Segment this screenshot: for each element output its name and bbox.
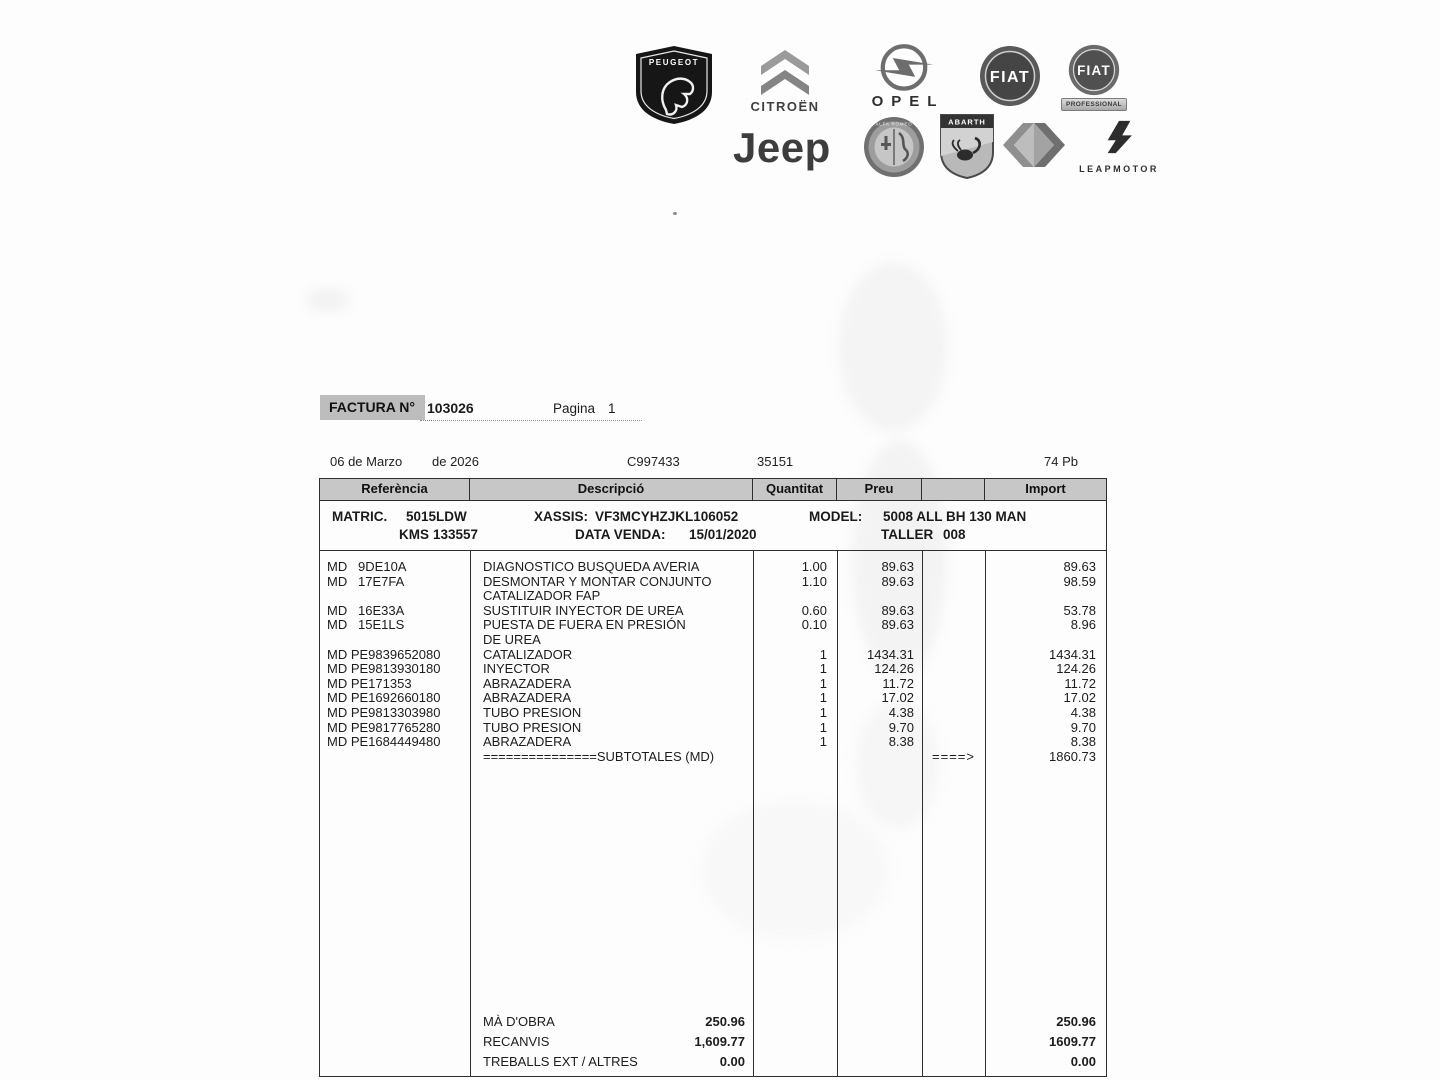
- item-import: 8.96: [1070, 617, 1096, 633]
- item-price: 1434.31: [867, 646, 914, 662]
- opel-logo: [863, 42, 945, 110]
- subtotal-arrow: ====>: [932, 748, 975, 764]
- pagina-value: 1: [608, 401, 616, 416]
- item-description: TUBO PRESION: [483, 719, 582, 735]
- item-import: 8.38: [1070, 734, 1096, 750]
- item-quantity: 1: [819, 661, 827, 677]
- kms-label: KMS: [399, 527, 429, 542]
- item-import: 53.78: [1063, 602, 1096, 618]
- total-row: [320, 1031, 1106, 1051]
- total-row: [320, 1051, 1106, 1071]
- totals-section: [320, 1011, 1106, 1071]
- table-row: [320, 618, 1106, 633]
- item-price: 4.38: [888, 704, 914, 720]
- column-header-preu: Preu: [837, 479, 922, 500]
- xassis-value: VF3MCYHZJKL106052: [595, 509, 739, 524]
- data-venda-value: 15/01/2020: [689, 527, 757, 542]
- item-description: CATALIZADOR: [483, 646, 573, 662]
- item-description-line2: CATALIZADOR FAP: [483, 588, 601, 604]
- data-venda-label: DATA VENDA:: [575, 527, 666, 542]
- item-quantity: 1: [819, 719, 827, 735]
- item-description: DESMONTAR Y MONTAR CONJUNTO: [483, 573, 712, 589]
- ds-logo: [1001, 121, 1067, 169]
- invoice-date-part1: 06 de Marzo: [330, 454, 403, 469]
- item-price: 124.26: [874, 661, 914, 677]
- item-price: 89.63: [881, 573, 914, 589]
- item-import: 89.63: [1063, 559, 1096, 574]
- table-row: [320, 691, 1106, 706]
- total-import: 0.00: [1070, 1053, 1096, 1069]
- fiat-professional-plaque: PROFESSIONAL: [1061, 98, 1127, 111]
- item-price: 17.02: [881, 690, 914, 706]
- item-description: PUESTA DE FUERA EN PRESIÓN: [483, 617, 686, 633]
- subtotal-label: ===============SUBTOTALES (MD): [483, 748, 715, 764]
- item-reference: MD PE171353: [327, 675, 412, 691]
- table-row: [320, 648, 1106, 663]
- item-mid-cell: [922, 735, 985, 750]
- item-mid-cell: [922, 618, 985, 633]
- scan-smudge: [305, 288, 350, 312]
- total-label: MÀ D'OBRA: [483, 1013, 555, 1029]
- item-quantity: 1: [819, 704, 827, 720]
- page-right-code: 74 Pb: [1044, 454, 1078, 469]
- fiat-badge-icon: [979, 45, 1041, 107]
- citroen-chevrons-icon: [757, 48, 813, 96]
- item-quantity: 1: [819, 734, 827, 750]
- item-import: 4.38: [1070, 704, 1096, 720]
- item-reference: MD PE1692660180: [327, 690, 441, 706]
- alfa-romeo-wordmark: ALFA ROMEO: [875, 121, 913, 127]
- item-reference: MD PE1684449480: [327, 734, 441, 750]
- table-row: [320, 575, 1106, 590]
- item-rows: [320, 560, 1106, 764]
- taller-value: 008: [943, 527, 966, 542]
- item-description: ABRAZADERA: [483, 734, 572, 750]
- item-mid-cell: [922, 677, 985, 692]
- item-reference: MD 16E33A: [327, 602, 405, 618]
- fiat-wordmark: FIAT: [989, 69, 1031, 86]
- matric-value: 5015LDW: [406, 509, 467, 524]
- citroen-logo: [737, 48, 833, 124]
- invoice-date-part2: de 2026: [432, 454, 479, 469]
- alfa-romeo-logo: [863, 116, 925, 178]
- table-row-continuation: [320, 589, 1106, 604]
- subtotal-import: 1860.73: [1049, 748, 1096, 764]
- total-label: TREBALLS EXT / ALTRES: [483, 1053, 638, 1069]
- fiat-professional-badge-icon: [1068, 44, 1120, 96]
- item-price: 89.63: [881, 559, 914, 574]
- leapmotor-logo: [1079, 116, 1159, 182]
- item-reference: MD 15E1LS: [327, 617, 405, 633]
- opel-wordmark: OPEL: [871, 93, 945, 110]
- item-import: 9.70: [1070, 719, 1096, 735]
- table-row: [320, 706, 1106, 721]
- item-reference: MD 17E7FA: [327, 573, 405, 589]
- scan-bleedthrough: [838, 262, 948, 432]
- item-reference: MD PE9813930180: [327, 661, 441, 677]
- citroen-wordmark: CITROËN: [750, 99, 820, 114]
- leapmotor-wordmark: LEAPMOTOR: [1079, 164, 1159, 174]
- taller-label: TALLER: [881, 527, 934, 542]
- column-header-referencia: Referència: [320, 479, 470, 500]
- item-quantity: 1: [819, 646, 827, 662]
- item-description: INYECTOR: [483, 661, 550, 677]
- peugeot-logo: [632, 44, 716, 126]
- item-mid-cell: [922, 604, 985, 619]
- total-value: 250.96: [705, 1013, 745, 1029]
- item-mid-cell: [922, 691, 985, 706]
- abarth-logo: [937, 112, 997, 180]
- matric-label: MATRIC.: [332, 509, 388, 524]
- table-row-continuation: [320, 633, 1106, 648]
- item-quantity: 1.00: [801, 559, 827, 574]
- item-quantity: 0.60: [801, 602, 827, 618]
- jeep-wordmark: Jeep: [733, 124, 831, 171]
- item-import: 1434.31: [1049, 646, 1096, 662]
- item-reference: MD PE9839652080: [327, 646, 441, 662]
- item-import: 11.72: [1064, 675, 1096, 691]
- fiat-professional-logo: [1059, 44, 1129, 112]
- table-row: [320, 662, 1106, 677]
- item-description-line2: DE UREA: [483, 631, 541, 647]
- total-desc-cell: [470, 1034, 753, 1049]
- table-row: [320, 560, 1106, 575]
- fiat-logo: [979, 45, 1041, 107]
- pagina-label: Pagina: [553, 401, 596, 416]
- total-label: RECANVIS: [483, 1033, 550, 1049]
- peugeot-wordmark: PEUGEOT: [648, 58, 700, 67]
- factura-label: FACTURA N°: [320, 395, 425, 420]
- alfa-romeo-badge-icon: [863, 116, 925, 178]
- total-desc-cell: [470, 1014, 753, 1029]
- ds-wings-icon: [1001, 121, 1067, 169]
- item-mid-cell: [922, 721, 985, 736]
- scan-dot: [673, 212, 677, 215]
- item-mid-cell: [922, 706, 985, 721]
- abarth-wordmark: ABARTH: [948, 117, 986, 127]
- item-description: ABRAZADERA: [483, 690, 572, 706]
- jeep-logo: [733, 126, 848, 174]
- item-description: TUBO PRESION: [483, 704, 582, 720]
- item-price: 89.63: [881, 617, 914, 633]
- item-quantity: 1.10: [801, 573, 827, 589]
- table-row: [320, 604, 1106, 619]
- client-code: 35151: [757, 454, 794, 469]
- total-row: [320, 1011, 1106, 1031]
- column-header-descripcio: Descripció: [470, 479, 753, 500]
- column-header-quantitat: Quantitat: [753, 479, 837, 500]
- column-header-import: Import: [1025, 481, 1066, 496]
- column-header-empty: [922, 479, 985, 500]
- item-import: 124.26: [1056, 661, 1096, 677]
- item-price: 8.38: [888, 734, 914, 750]
- table-row: [320, 735, 1106, 750]
- xassis-label: XASSIS:: [534, 509, 589, 524]
- item-import: 98.59: [1063, 573, 1096, 589]
- item-description: SUSTITUIR INYECTOR DE UREA: [483, 602, 684, 618]
- abarth-shield-icon: [937, 112, 997, 180]
- dossier-number: C997433: [627, 454, 680, 469]
- total-value: 0.00: [719, 1053, 745, 1069]
- item-mid-cell: [922, 560, 985, 575]
- table-row: [320, 677, 1106, 692]
- item-mid-cell: [922, 648, 985, 663]
- item-reference: MD 9DE10A: [327, 559, 407, 574]
- total-value: 1,609.77: [694, 1033, 745, 1049]
- item-import: 17.02: [1063, 690, 1096, 706]
- item-reference: MD PE9813303980: [327, 704, 441, 720]
- kms-value: 133557: [433, 527, 479, 542]
- item-reference: MD PE9817765280: [327, 719, 441, 735]
- table-row: [320, 721, 1106, 736]
- table-header: [319, 478, 1107, 501]
- total-desc-cell: [470, 1054, 753, 1069]
- item-price: 9.70: [888, 719, 914, 735]
- factura-number: 103026: [427, 400, 474, 416]
- item-mid-cell: [922, 662, 985, 677]
- opel-blitz-icon: [863, 42, 945, 91]
- subtotal-row: [320, 750, 1106, 765]
- item-quantity: 1: [819, 675, 827, 691]
- fiat-professional-wordmark: FIAT: [1077, 63, 1111, 79]
- item-mid-cell: [922, 575, 985, 590]
- total-import: 250.96: [1056, 1013, 1096, 1029]
- item-price: 89.63: [881, 602, 914, 618]
- model-value: 5008 ALL BH 130 MAN: [883, 509, 1027, 524]
- total-import: 1609.77: [1049, 1033, 1096, 1049]
- item-description: DIAGNOSTICO BUSQUEDA AVERIA: [483, 559, 700, 574]
- item-quantity: 0.10: [801, 617, 827, 633]
- model-label: MODEL:: [809, 509, 863, 524]
- item-quantity: 1: [819, 690, 827, 706]
- leapmotor-glyph-icon: [1098, 116, 1140, 158]
- items-area: [319, 551, 1107, 1077]
- item-description: ABRAZADERA: [483, 675, 572, 691]
- abarth-scorpion-icon: [957, 150, 973, 161]
- peugeot-shield-icon: [632, 44, 716, 126]
- item-price: 11.72: [882, 675, 914, 691]
- vehicle-info-box: [319, 501, 1107, 551]
